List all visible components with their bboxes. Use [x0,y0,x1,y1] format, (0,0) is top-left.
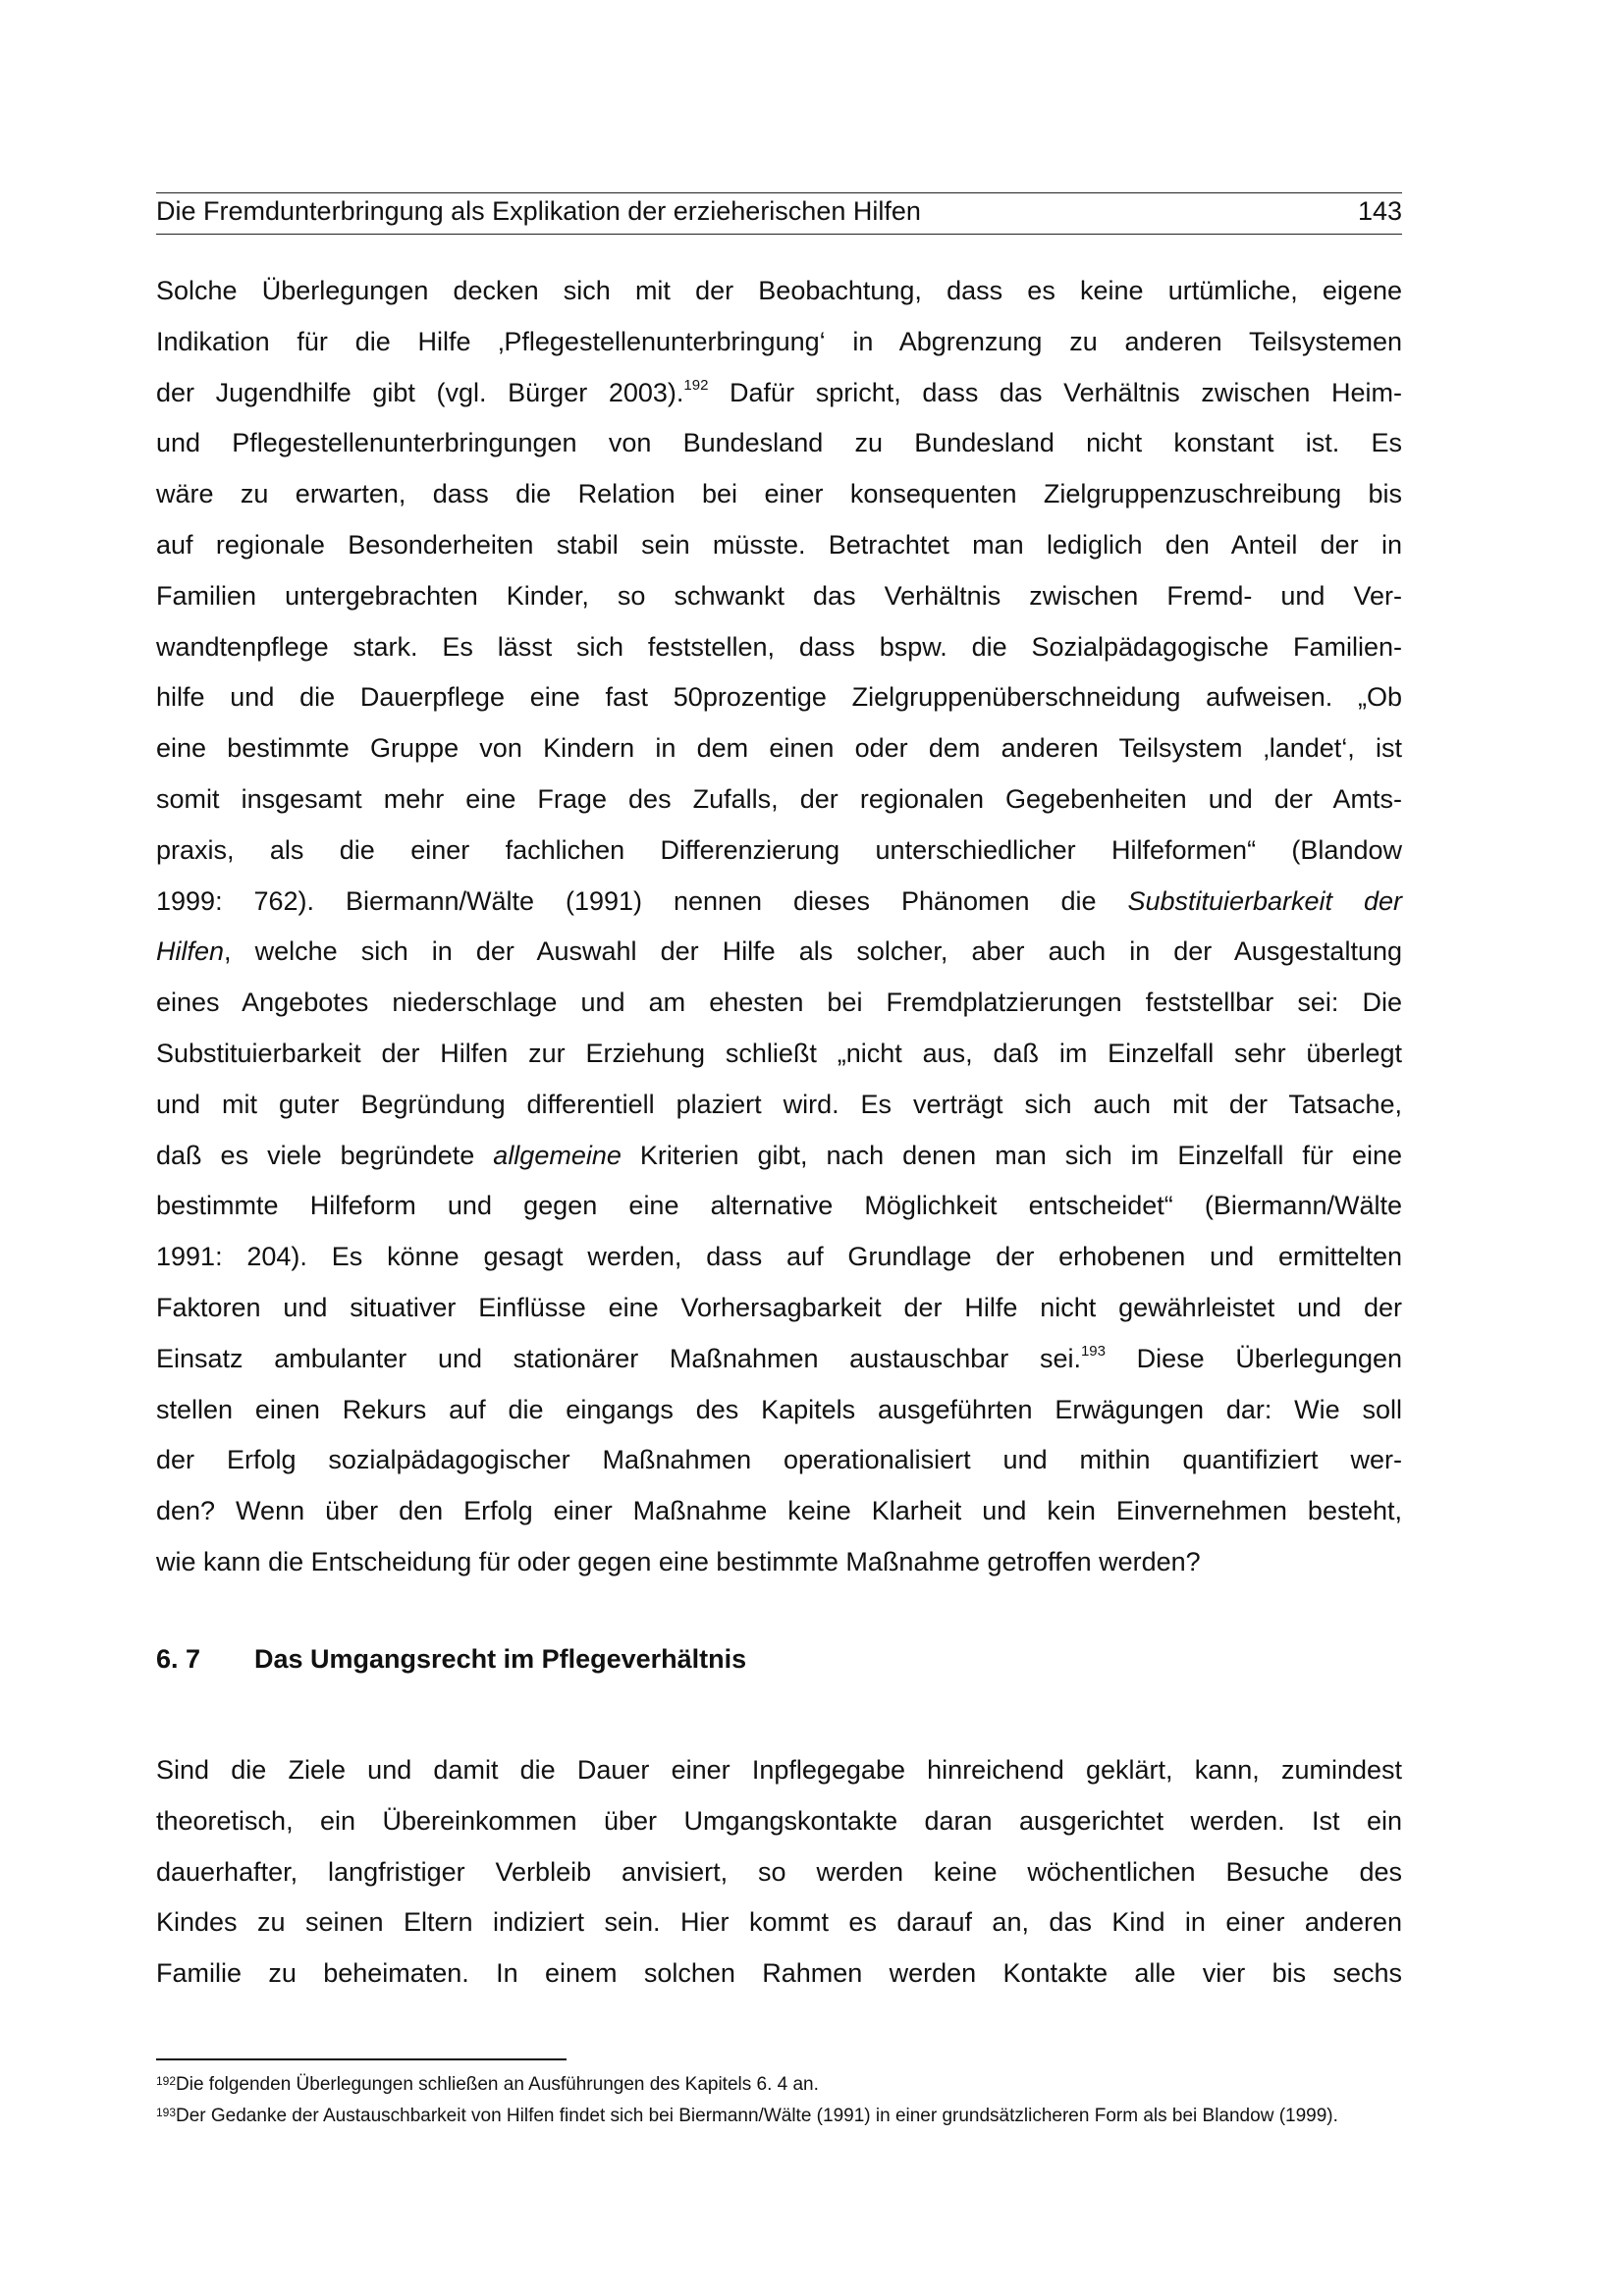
text-line [156,1847,1402,1898]
line-text: hilfe und die Dauerpflege eine fast 50prozentige Zielgruppenüberschneidung aufweisen. „Ob [156,682,1402,713]
line-text: den? Wenn über den Erfolg einer Maßnahme keine Klarheit und kein Einvernehmen besteht, [156,1496,1402,1526]
line-text: eine bestimmte Gruppe von Kindern in dem einen oder dem anderen Teilsystem ‚landet‘, ist [156,733,1402,764]
line-text: eines Angebotes niederschlage und am ehesten bei Fremdplatzierungen feststellbar sei: Die [156,988,1402,1018]
line-text: praxis, als die einer fachlichen Differenzierung unterschiedlicher Hilfeformen“ (Blandow [156,834,1402,865]
text-line [156,1181,1402,1232]
footnote-reference[interactable]: 193 [1080,1342,1106,1360]
line-text: Familie zu beheimaten. In einem solchen Rahmen werden Kontakte alle vier bis sechs [156,1958,1402,1989]
paragraph-1 [156,266,1402,1588]
text-line [156,1745,1402,1796]
line-text: Faktoren und situativer Einflüsse eine Vorhersagbarkeit der Hilfe nicht gewährleistet und der [156,1292,1402,1322]
text-line [156,1949,1402,2000]
line-text: Dafür spricht, dass das Verhältnis zwischen Heim- [708,377,1402,407]
line-text: und mit guter Begründung differentiell plaziert wird. Es verträgt sich auch mit der Tatsache, [156,1089,1402,1119]
text-line [156,1796,1402,1847]
line-text: wandtenpflege stark. Es lässt sich feststellen, dass bspw. die Sozialpädagogische Familien- [156,631,1402,662]
line-text: 1991: 204). Es könne gesagt werden, dass auf Grundlage der erhobenen und ermittelten [156,1242,1402,1272]
text-line [156,418,1402,469]
text-line [156,1435,1402,1486]
line-text: Indikation für die Hilfe ‚Pflegestellenunterbringung‘ in Abgrenzung zu anderen Teilsystemen [156,326,1402,356]
line-text: dauerhafter, langfristiger Verbleib anvisiert, so werden keine wöchentlichen Besuche des [156,1856,1402,1887]
text-line [156,1029,1402,1080]
line-text: bestimmte Hilfeform und gegen eine alternative Möglichkeit entscheidet“ (Biermann/Wälte [156,1191,1402,1221]
footnote-separator [156,2058,567,2060]
text-line [156,774,1402,826]
header-bottom-rule [156,234,1402,235]
section-number: 6. 7 [156,1644,201,1674]
line-text: wäre zu erwarten, dass die Relation bei einer konsequenten Zielgruppenzuschreibung bis [156,479,1402,509]
footnote-mark: 192 [156,2074,177,2088]
text-line [156,1334,1402,1385]
footnote-193 [156,2103,1402,2130]
emphasis-text: Substituierbarkeit der [1127,885,1402,916]
text-line [156,877,1402,928]
line-text: stellen einen Rekurs auf die eingangs des Kapitels ausgeführten Erwägungen dar: Wie soll [156,1394,1402,1424]
line-text: theoretisch, ein Übereinkommen über Umgangskontakte daran ausgerichtet werden. Ist ein [156,1805,1402,1836]
line-text: Substituierbarkeit der Hilfen zur Erziehung schließt „nicht aus, daß im Einzelfall sehr überlegt [156,1038,1402,1068]
text-line [156,1080,1402,1131]
line-text: Sind die Ziele und damit die Dauer einer Inpflegegabe hinreichend geklärt, kann, zumindest [156,1755,1402,1785]
line-text: somit insgesamt mehr eine Frage des Zufalls, der regionalen Gegebenheiten und der Amts- [156,783,1402,814]
text-line [156,1232,1402,1283]
footnote-text: Der Gedanke der Austauschbarkeit von Hilfen findet sich bei Biermann/Wälte (1991) in einer grundsätzlicheren Form als bei Blandow (1999). [176,2106,1338,2126]
line-text: Einsatz ambulanter und stationärer Maßnahmen austauschbar sei. [156,1343,1081,1373]
line-text: Kindes zu seinen Eltern indiziert sein. Hier kommt es darauf an, das Kind in einer anderen [156,1907,1402,1938]
line-text: 1999: 762). Biermann/Wälte (1991) nennen dieses Phänomen die [156,885,1128,916]
text-line [156,1486,1402,1537]
emphasis-text: Hilfen [156,936,225,967]
footnote-192 [156,2071,1402,2099]
page-number: 143 [1357,196,1402,226]
running-header-title: Die Fremdunterbringung als Explikation der erzieherischen Hilfen [156,196,921,226]
emphasis-text: allgemeine [493,1140,622,1170]
line-text: Diese Überlegungen [1106,1343,1403,1373]
text-line [156,978,1402,1029]
line-text: , welche sich in der Auswahl der Hilfe als solcher, aber auch in der Ausgestaltung [224,936,1402,967]
text-line [156,723,1402,774]
text-line [156,368,1402,419]
section-heading [156,1644,746,1675]
text-line [156,317,1402,368]
text-line [156,1385,1402,1436]
text-line [156,1283,1402,1334]
text-line [156,826,1402,877]
footnote-mark: 193 [156,2106,177,2119]
text-line [156,266,1402,317]
header-top-rule [156,192,1402,193]
text-line [156,469,1402,520]
running-header [156,196,1402,227]
line-text: und Pflegestellenunterbringungen von Bundesland zu Bundesland nicht konstant ist. Es [156,428,1402,458]
paragraph-2 [156,1745,1402,2000]
text-line [156,520,1402,571]
section-title: Das Umgangsrecht im Pflegeverhältnis [254,1644,747,1674]
text-line [156,1537,1402,1588]
text-line [156,672,1402,723]
text-line [156,1897,1402,1949]
line-text: Familien untergebrachten Kinder, so schwankt das Verhältnis zwischen Fremd- und Ver- [156,580,1402,611]
line-text: daß es viele begründete [156,1140,494,1170]
text-line [156,571,1402,622]
line-text: wie kann die Entscheidung für oder gegen eine bestimmte Maßnahme getroffen werden? [156,1546,1201,1576]
line-text: der Erfolg sozialpädagogischer Maßnahmen operationalisiert und mithin quantifiziert wer- [156,1445,1402,1475]
footnote-text: Die folgenden Überlegungen schließen an Ausführungen des Kapitels 6. 4 an. [176,2074,819,2095]
text-line [156,622,1402,673]
footnote-reference[interactable]: 192 [683,376,709,394]
line-text: auf regionale Besonderheiten stabil sein müsste. Betrachtet man lediglich den Anteil der in [156,529,1402,560]
text-line [156,927,1402,978]
text-line [156,1131,1402,1182]
line-text: Solche Überlegungen decken sich mit der Beobachtung, dass es keine urtümliche, eigene [156,276,1402,305]
line-text: Kriterien gibt, nach denen man sich im Einzelfall für eine [621,1140,1402,1170]
line-text: der Jugendhilfe gibt (vgl. Bürger 2003). [156,377,684,407]
